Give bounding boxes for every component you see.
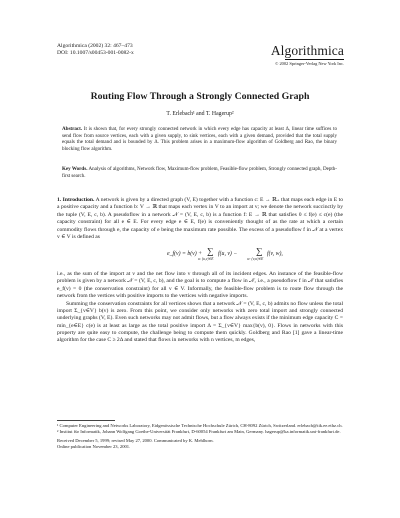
paper-authors: T. Erlebach¹ and T. Hagerup² <box>166 111 234 117</box>
paragraph-3: Summing the conservation constraints for all vertices shows that a network 𝒩 = (V, E, c, b) admits no flow unless the total import Σ_{v∈V} b(v) is zero. From this point, we consider only networks with zero total import and strongly connected underlying graphs (V, E). Even such networks may not admit flows, but a flow always exists if the minimum edge capacity C = min_{e∈E} c(e) is at least as large as the total positive import Δ = Σ_{v∈V} max{b(v), 0}. Flows in networks with this property are quite easy to compute, the challenge being to compute them quickly. Goldberg and Rao [1] gave a linear-time algorithm for the case C ≥ 2Δ and stated that flows in networks with n vertices, m edges, <box>57 300 343 344</box>
equation-lhs: e_f(v) = b(v) + <box>167 251 203 257</box>
footnote-rule <box>57 420 115 421</box>
received-line: Received December 5, 1999; revised May 27, 2000. Communicated by K. Mehlhorn. <box>57 438 214 444</box>
paragraph-2: i.e., as the sum of the import at v and the net flow into v through all of its incident edges. An instance of the feasible-flow problem is given by a network 𝒩 = (V, E, c, b), and the goal is to compute a flow in 𝒩, i.e., a pseudoflow f in 𝒩 that satisfies e_f(v) = 0 (the conservation constraint) for all v ∈ V. Informally, the feasible-flow problem is to route flow through the network from the vertices with positive imports to the vertices with negative imports. <box>57 271 343 300</box>
keywords-text: Analysis of algorithms, Network flow, Maximum-flow problem, Feasible-flow problem, Strongly connected graph, Depth-first search. <box>62 166 337 179</box>
sum-subscript-2: w: (v,w)∈E <box>247 257 264 261</box>
footnote-1: ¹ Computer Engineering and Networks Laboratory, Eidgenössische Technische Hochschule Zürich, CH-8092 Zürich, Switzerland. erlebach@tik.ee.ethz.ch. <box>57 423 343 428</box>
online-publication-line: Online publication November 23, 2001. <box>57 444 131 450</box>
journal-line: Algorithmica (2002) 32: 467–473 <box>57 43 133 49</box>
section-heading: 1. Introduction. <box>57 197 95 203</box>
footnotes <box>57 423 343 450</box>
keywords-label: Key Words. <box>62 166 88 172</box>
body-text-bottom <box>57 271 343 345</box>
doi-line: DOI: 10.1007/s00453-001-0082-x <box>57 50 134 57</box>
abstract-label: Abstract. <box>62 126 83 132</box>
journal-logo: Algorithmica <box>270 43 344 58</box>
journal-citation <box>57 43 134 58</box>
equation-term-1: f(u, v) − <box>218 251 238 257</box>
paragraph-1-text: A network is given by a directed graph (V, E) together with a function c: E → ℝ₊ that maps each edge in E to a positive capacity and a function b: V → ℝ that maps each vertex in V to an import at v; we denote the network succinctly by the tuple (V, E, c, b). A pseudoflow in a network 𝒩 = (V, E, c, b) is a function f: E → ℝ that satisfies 0 ≤ f(e) ≤ c(e) (the capacity constraint) for all e ∈ E. For every edge e ∈ E, f(e) is conveniently thought of as the rate at which a certain commodity flows through e, the capacity of e being the maximum rate possible. The excess of a pseudoflow f in 𝒩 at a vertex v ∈ V is defined as <box>57 197 343 240</box>
footnote-2: ² Institut für Informatik, Johann Wolfgang Goethe-Universität Frankfurt, D-60054 Frankfurt am Main, Germany. hagerup@ka.informatik.uni-frankfurt.de. <box>57 429 341 435</box>
abstract <box>62 126 337 152</box>
sum-symbol-2: ∑ <box>256 246 263 256</box>
excess-equation <box>57 245 343 269</box>
journal-logo-block <box>271 44 344 66</box>
abstract-text: It is shown that, for every strongly connected network in which every edge has capacity at least Δ, linear time suffices to send flow from source vertices, each with a given supply, to sink vertices, each with a given demand, provided that the total supply equals the total demand and is bounded by Δ. This problem arises in a maximum-flow algorithm of Goldberg and Rao, the binary blocking flow algorithm. <box>62 126 337 152</box>
paragraph-1 <box>57 197 343 241</box>
equation-term-2: f(v, w), <box>267 251 283 257</box>
sum-symbol-1: ∑ <box>207 246 214 256</box>
copyright-line: © 2002 Springer-Verlag New York Inc. <box>275 60 344 66</box>
paper-title: Routing Flow Through a Strongly Connected Graph <box>90 91 310 102</box>
logo-divider <box>285 59 344 60</box>
body-text-top <box>57 197 343 241</box>
sum-subscript-1: u: (u,v)∈E <box>198 257 214 261</box>
keywords <box>62 166 337 179</box>
